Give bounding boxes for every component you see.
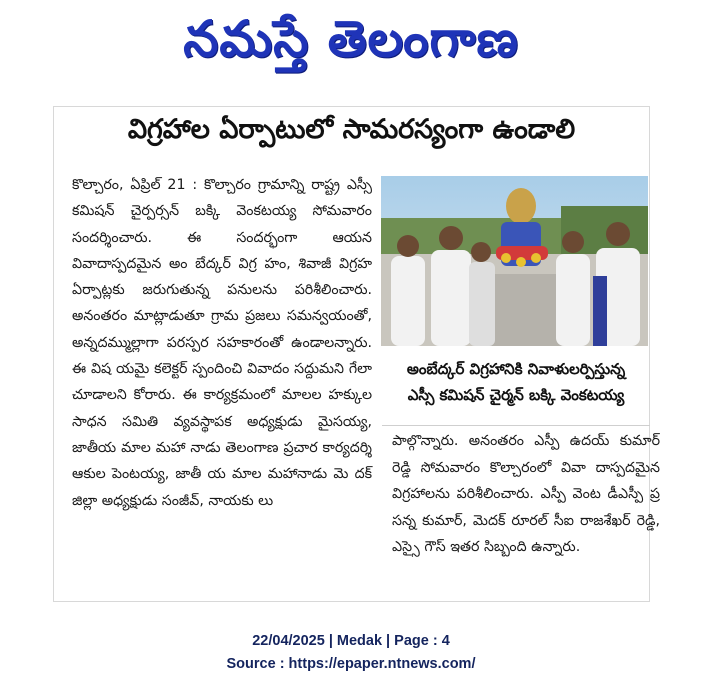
article-body-right-column: పాల్గొన్నారు. అనంతరం ఎస్పీ ఉదయ్ కుమార్ రెడ్డి సోమవారం కొల్చారంలో వివా దాస్పదమైన విగ్రహాలను పరిశీలించారు. ఎస్పీ వెంట డీఎస్పీ ప్ర సన్న కుమార్, మెదక్ రూరల్ సీఐ రాజశేఖర్ రెడ్డి, ఎస్సై గౌస్ ఇతర సిబ్బంది ఉన్నారు. xyxy=(392,433,660,555)
statue-photo-image xyxy=(381,176,648,346)
source-link[interactable]: Source : https://epaper.ntnews.com/ xyxy=(226,656,476,672)
photo-caption-line: అంబేద్కర్ విగ్రహానికి నివాళులర్పిస్తున్న xyxy=(406,360,626,378)
caption-divider xyxy=(382,425,650,426)
article-body-left-column: కొల్చారం, ఏప్రిల్ 21 : కొల్చారం గ్రామాన్ని రాష్ట్ర ఎస్సీ కమిషన్ చైర్పర్సన్ బక్కి వెంకటయ్య సోమవారం సందర్శించారు. ఈ సందర్భంగా ఆయన వివాదాస్పదమైన అం బేద్కర్ విగ్ర హం, శివాజీ విగ్రహ ఏర్పాట్లకు జరుగుతున్న పనులను పరిశీలించారు. అనంతరం మాట్లాడుతూ గ్రామ ప్రజలు సమన్వయంతో, అన్నదమ్ముల్లాగా పరస్పర సహకారంతో ఉండాలన్నారు. ఈ విష యమై కలెక్టర్ స్పందించి వివాదం సద్దుమని గేలా చూడాలని కోరారు. ఈ కార్యక్రమంలో మాలల హక్కుల సాధన సమితి వ్యవస్థాపక అధ్యక్షుడు మైసయ్య, జాతీయ మాల మహా నాడు తెలంగాణ ప్రచార కార్యదర్శి ఆకుల పెంటయ్య, జాతీ య మాల మహానాడు మె దక్ జిల్లా అధ్యక్షుడు సంజీవ్, నాయకు లు xyxy=(72,177,372,509)
article-headline: విగ్రహాల ఏర్పాటులో సామరస్యంగా ఉండాలి xyxy=(127,114,576,145)
publication-date-info: 22/04/2025 | Medak | Page : 4 xyxy=(252,633,450,649)
photo-caption-line: ఎస్సీ కమిషన్ చైర్మన్ బక్కి వెంకటయ్య xyxy=(407,386,625,404)
news-photo xyxy=(381,176,648,346)
newspaper-masthead: నమస్తే తెలంగాణ xyxy=(183,10,519,68)
photo-caption xyxy=(382,356,650,408)
